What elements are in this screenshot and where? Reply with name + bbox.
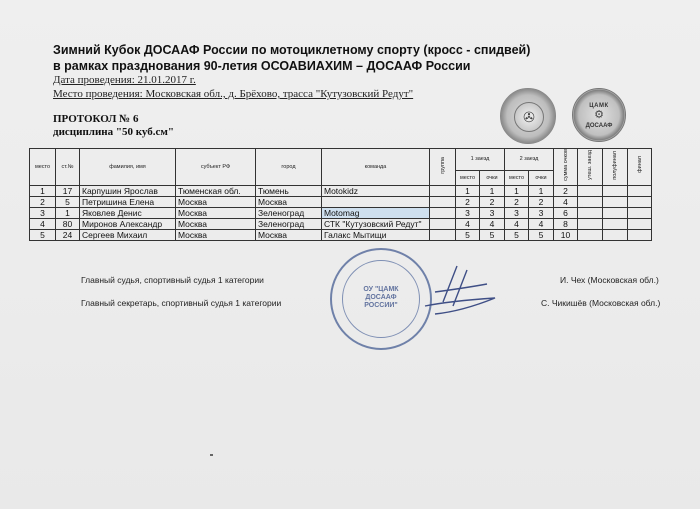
cell-r1-points: 2 [480,196,505,207]
cell-team: СТК "Кутузовский Редут" [322,218,430,229]
cell-place: 1 [30,185,56,196]
cell-r2-place: 3 [505,207,529,218]
header-race2-place: место [505,170,529,185]
cell-place: 2 [30,196,56,207]
chief-judge-role: Главный судья, спортивный судья 1 категории [81,275,264,285]
cell-r2-place: 1 [505,185,529,196]
cell-r2-points: 3 [529,207,554,218]
stamp-text-2: ДОСААФ [365,294,397,301]
cell-r1-points: 5 [480,229,505,240]
chief-judge-name: И. Чех (Московская обл.) [560,275,659,285]
cell-number: 24 [56,229,80,240]
cell-r1-points: 1 [480,185,505,196]
cell-team: Motokidz [322,185,430,196]
cell-r2-points: 5 [529,229,554,240]
table-row [30,229,652,240]
document-title [53,42,530,74]
header-city: город [256,149,322,186]
cell-name: Петришина Елена [80,196,176,207]
header-race2: 2 заезд [505,149,554,171]
cell-region: Тюменская обл. [176,185,256,196]
cell-semifinal [603,229,628,240]
cell-semifinal [603,207,628,218]
cell-place: 4 [30,218,56,229]
discipline: дисциплина "50 куб.см" [53,126,175,138]
cell-r1-place: 5 [456,229,480,240]
cell-name: Карпушин Ярослав [80,185,176,196]
cell-name: Миронов Александр [80,218,176,229]
header-race1: 1 заезд [456,149,505,171]
scan-speck [210,454,213,456]
header-name: фамилия, имя [80,149,176,186]
cell-r1-points: 3 [480,207,505,218]
protocol-number: ПРОТОКОЛ № 6 [53,113,139,125]
cell-sum: 4 [554,196,578,207]
cell-number: 80 [56,218,80,229]
stamp-text-1: ОУ "ЦАМК [363,286,399,293]
cell-r2-place: 4 [505,218,529,229]
cell-sum: 6 [554,207,578,218]
cell-region: Москва [176,196,256,207]
header-sum-points: сумма очков [562,149,569,181]
cell-group [430,196,456,207]
chief-secretary-role: Главный секретарь, спортивный судья 1 категории [81,298,282,308]
header-group: группа [439,156,446,174]
camk-logo-top-text: ЦАМК [589,103,609,109]
dosaaf-emblem-logo [500,88,556,144]
cell-team: Галакс Мытищи [322,229,430,240]
cell-r1-place: 3 [456,207,480,218]
header-number: ст.№ [56,149,80,186]
title-line-1: Зимний Кубок ДОСААФ России по мотоциклетному спорту (кросс - спидвей) [53,43,531,57]
cell-final [628,207,652,218]
cell-final [628,185,652,196]
cell-city: Тюмень [256,185,322,196]
camk-logo-bottom-text: ДОСААФ [585,123,613,129]
propeller-icon: ✇ [523,109,535,125]
cell-consolation [578,185,603,196]
table-row [30,185,652,196]
wheel-icon: ⚙ [594,109,604,121]
cell-group [430,185,456,196]
cell-number: 1 [56,207,80,218]
header-semifinal: полуфинал [612,150,618,180]
header-region: субъект РФ [176,149,256,186]
cell-team: Motomag [322,207,430,218]
stamp-text-3: РОССИИ" [364,302,398,309]
cell-place: 3 [30,207,56,218]
cell-number: 5 [56,196,80,207]
cell-consolation [578,218,603,229]
header-place: место [30,149,56,186]
header-consolation: утеш. заезд [587,149,593,180]
cell-semifinal [603,218,628,229]
cell-region: Москва [176,207,256,218]
protocol-block [53,113,174,139]
event-date: Дата проведения: 21.01.2017 г. [53,74,196,86]
cell-group [430,229,456,240]
cell-sum: 8 [554,218,578,229]
cell-final [628,196,652,207]
cell-city: Москва [256,196,322,207]
cell-r1-points: 4 [480,218,505,229]
header-race1-points: очки [480,170,505,185]
cell-name: Сергеев Михаил [80,229,176,240]
cell-sum: 2 [554,185,578,196]
handwritten-signature [395,262,505,324]
cell-semifinal [603,196,628,207]
header-final: финал [636,156,643,174]
cell-r2-place: 5 [505,229,529,240]
cell-region: Москва [176,218,256,229]
cell-final [628,218,652,229]
event-place: Место проведения: Московская обл., д. Брёхово, трасса "Кутузовский Редут" [53,88,414,100]
header-race2-points: очки [529,170,554,185]
cell-final [628,229,652,240]
cell-city: Зеленоград [256,207,322,218]
cell-group [430,218,456,229]
table-row [30,207,652,218]
cell-consolation [578,207,603,218]
cell-city: Москва [256,229,322,240]
camk-logo [572,88,626,142]
cell-r1-place: 2 [456,196,480,207]
title-line-2: в рамках празднования 90-летия ОСОАВИАХИМ – ДОСААФ России [53,59,471,73]
cell-r2-points: 2 [529,196,554,207]
cell-city: Зеленоград [256,218,322,229]
results-table [29,148,652,241]
table-row [30,196,652,207]
header-team: команда [322,149,430,186]
cell-r2-points: 1 [529,185,554,196]
cell-consolation [578,196,603,207]
cell-group [430,207,456,218]
table-row [30,218,652,229]
cell-sum: 10 [554,229,578,240]
cell-number: 17 [56,185,80,196]
cell-semifinal [603,185,628,196]
cell-name: Яковлев Денис [80,207,176,218]
cell-r1-place: 1 [456,185,480,196]
cell-region: Москва [176,229,256,240]
cell-r1-place: 4 [456,218,480,229]
chief-secretary-name: С. Чикишёв (Московская обл.) [541,298,661,308]
cell-team [322,196,430,207]
header-race1-place: место [456,170,480,185]
cell-r2-points: 4 [529,218,554,229]
cell-place: 5 [30,229,56,240]
cell-r2-place: 2 [505,196,529,207]
cell-consolation [578,229,603,240]
